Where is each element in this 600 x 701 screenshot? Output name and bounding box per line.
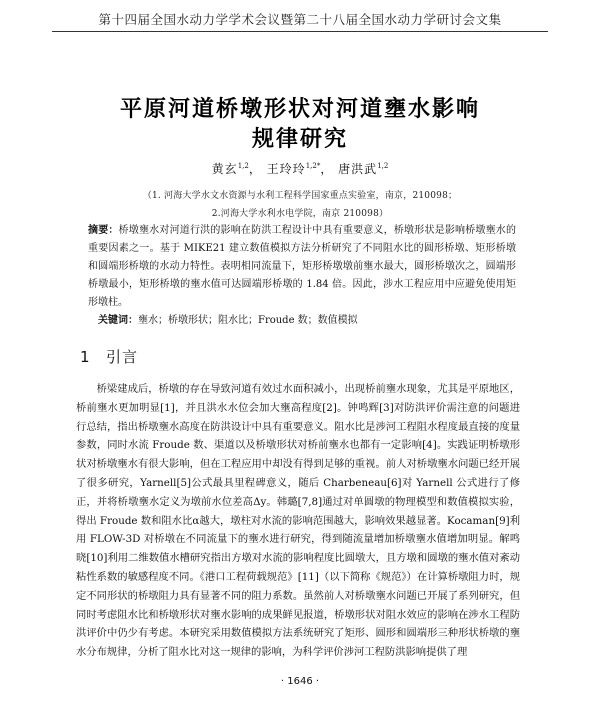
abstract	[88, 222, 516, 312]
paper-title-line1: 平原河道桥墩形状对河道壅水影响	[119, 97, 480, 122]
author-name: 唐洪武	[338, 162, 378, 176]
author-name: 王玲玲	[266, 162, 306, 176]
author-affiliation-mark: 1,2*	[305, 162, 321, 170]
abstract-text: 桥墩壅水对河道行洪的影响在防洪工程设计中具有重要意义，桥墩形状是影响桥墩壅水的重要因素之一。基于 MIKE21 建立数值模拟方法分析研究了不同阻水比的圆形桥墩、矩形桥墩和圆端形桥墩的水动力特性。表明相同流量下，矩形桥墩墩前壅水最大，圆形桥墩次之，圆端形桥墩最小，矩形桥墩的壅水值可达圆端形桥墩的 1.84 倍。因此，涉水工程应用中应避免使用矩形墩柱。	[88, 225, 517, 308]
body-paragraph: 桥梁建成后，桥墩的存在导致河道有效过水面积减小，出现桥前壅水现象，尤其是平原地区，桥前壅水更加明显[1]，并且洪水水位会加大壅高程度[2]。钟鸣辉[3]对防洪评价需注意的问题进行总结，指出桥墩壅水高度在防洪设计中具有重要意义。阻水比是涉河工程阻水程度最直接的度量参数，同时水流 Froude 数、渠道以及桥墩形状对桥前壅水也都有一定影响[4]。实践证明桥墩形状对桥墩壅水有很大影响，但在工程应用中却没有得到足够的重视。前人对桥墩壅水问题已经开展了很多研究，Yarnell[5]公式最具里程碑意义，随后 Charbeneau[6]对 Yarnell 公式进行了修正，并将桥墩壅水定义为墩前水位差高Δy。韩璐[7,8]通过对单圆墩的物理模型和数值模拟实验，得出 Froude 数和阻水比α越大，墩柱对水流的影响范围越大，影响效果越显著。Kocaman[9]利用 FLOW-3D 对桥墩在不同流量下的壅水进行研究，得到随流量增加桥墩壅水值增加明显。解鸣晓[10]利用二维数值水槽研究指出方墩对水流的影响程度比圆墩大，且方墩和圆墩的壅水值对紊动粘性系数的敏感程度不同。《港口工程荷载规范》[11]（以下简称《规范》）在计算桥墩阻力时，规定不同形状的桥墩阻力具有显著不同的阻力系数。虽然前人对桥墩壅水问题已开展了系列研究，但同时考虑阻水比和桥墩形状对壅水影响的成果鲜见报道，桥墩形状对阻水效应的影响在涉水工程防洪评价中仍少有考虑。本研究采用数值模拟方法系统研究了矩形、圆形和圆端形三种形状桥墩的壅水分布规律，分析了阻水比对这一规律的影响，为科学评价涉河工程防洪影响提供了理	[76, 383, 520, 659]
author-affiliation-mark: 1,2	[377, 162, 389, 170]
keywords	[98, 312, 516, 330]
section-heading	[80, 346, 138, 367]
keywords-text: 壅水；桥墩形状；阻水比；Froude 数；数值模拟	[138, 315, 358, 326]
paper-title-line2: 规律研究	[251, 127, 348, 152]
author-affiliation-mark: 1,2	[237, 162, 249, 170]
author-separator: ，	[248, 162, 262, 176]
author-list	[0, 160, 600, 177]
author-name: 黄玄	[211, 162, 238, 176]
abstract-label: 摘要：	[88, 225, 119, 236]
affiliation-line: 2.河海大学水利水电学院，南京 210098）	[211, 209, 389, 219]
keywords-label: 关键词：	[98, 315, 138, 326]
author-separator: ，	[320, 162, 334, 176]
section-number: 1	[80, 348, 91, 366]
page-number: · 1646 ·	[280, 676, 320, 687]
header-rule	[52, 31, 548, 32]
affiliation-line: （1. 河海大学水文水资源与水利工程科学国家重点实验室，南京，210098；	[142, 191, 458, 201]
running-header: 第十四届全国水动力学学术会议暨第二十八届全国水动力学研讨会文集	[98, 12, 502, 27]
section-title: 引言	[106, 348, 139, 366]
